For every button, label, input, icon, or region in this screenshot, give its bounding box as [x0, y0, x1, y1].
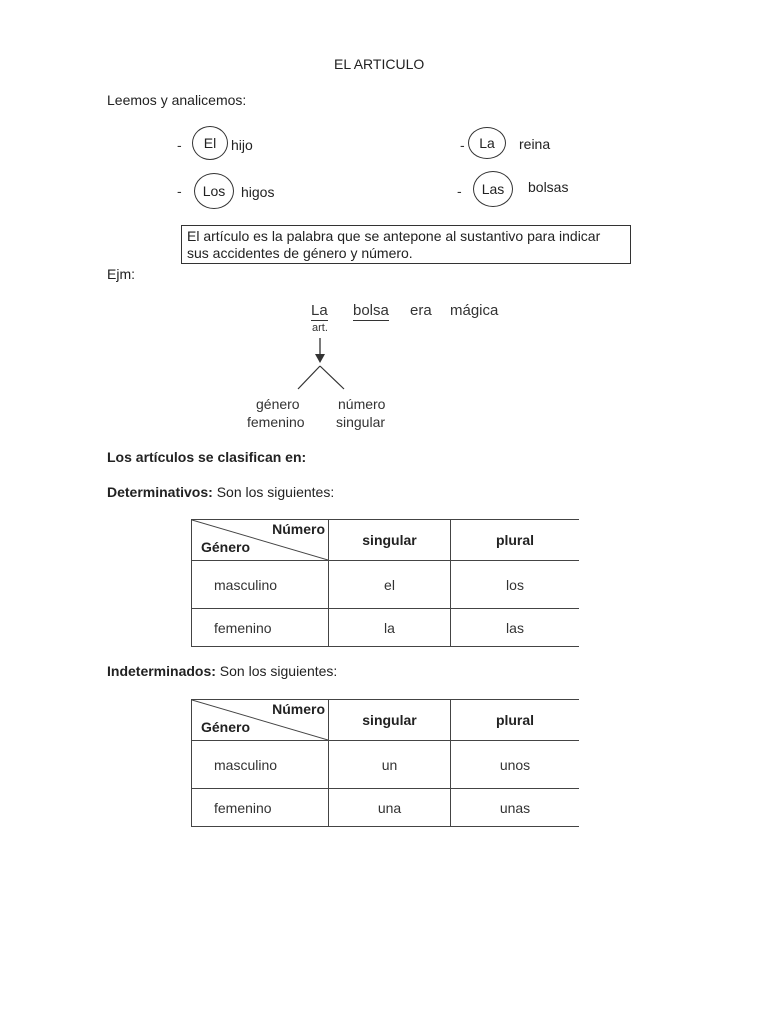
col-plural: plural [451, 520, 580, 561]
row-singular: una [329, 789, 451, 827]
dash: - [457, 183, 462, 199]
corner-numero: Número [272, 521, 325, 537]
example-label: Ejm: [107, 266, 135, 282]
col-plural: plural [451, 700, 580, 741]
row-singular: un [329, 741, 451, 789]
corner-genero: Género [201, 719, 251, 735]
art-label: art. [312, 322, 328, 334]
word-la: La [311, 302, 328, 319]
table-row [192, 789, 580, 827]
determinativos-heading [107, 484, 334, 500]
intro-text: Leemos y analicemos: [107, 92, 247, 108]
indeterminados-heading [107, 663, 337, 679]
row-plural: los [451, 561, 580, 609]
dash: - [177, 183, 182, 199]
article-circle-el: El [192, 126, 228, 160]
word-magica: mágica [450, 302, 499, 319]
number-line1: número [338, 396, 386, 412]
number-line2: singular [336, 414, 386, 430]
determinativos-label: Determinativos: [107, 484, 213, 500]
table-row [192, 561, 580, 609]
gender-line2: femenino [247, 414, 305, 430]
classify-heading: Los artículos se clasifican en: [107, 449, 307, 465]
table-row [192, 609, 580, 647]
sentence-diagram-lines [280, 334, 360, 394]
row-plural: las [451, 609, 580, 647]
gender-line1: género [256, 396, 300, 412]
corner-genero: Género [201, 539, 251, 555]
article-circle-los: Los [194, 173, 234, 209]
noun-hijo: hijo [231, 137, 253, 153]
article-circle-las: Las [473, 171, 513, 207]
row-plural: unos [451, 741, 580, 789]
table-header-row [192, 520, 580, 561]
noun-reina: reina [519, 136, 551, 152]
row-gender: femenino [192, 789, 329, 827]
corner-numero: Número [272, 701, 325, 717]
row-singular: el [329, 561, 451, 609]
noun-higos: higos [241, 184, 275, 200]
row-singular: la [329, 609, 451, 647]
determinativos-table [191, 519, 579, 647]
article-circle-la: La [468, 127, 506, 159]
definition-box: El artículo es la palabra que se antepone al sustantivo para indicar sus accidentes de género y número. [181, 225, 631, 264]
corner-cell [192, 700, 329, 741]
table-header-row [192, 700, 580, 741]
page-title: EL ARTICULO [334, 56, 425, 72]
word-era: era [410, 302, 432, 319]
row-gender: femenino [192, 609, 329, 647]
indeterminados-label: Indeterminados: [107, 663, 216, 679]
row-gender: masculino [192, 741, 329, 789]
row-gender: masculino [192, 561, 329, 609]
dash: - [460, 137, 465, 153]
indeterminados-table [191, 699, 579, 827]
noun-bolsas: bolsas [528, 179, 569, 195]
table-row [192, 741, 580, 789]
indeterminados-text: Son los siguientes: [215, 663, 338, 679]
col-singular: singular [329, 700, 451, 741]
row-plural: unas [451, 789, 580, 827]
corner-cell [192, 520, 329, 561]
determinativos-text: Son los siguientes: [212, 484, 335, 500]
dash: - [177, 137, 182, 153]
word-bolsa: bolsa [353, 302, 389, 319]
col-singular: singular [329, 520, 451, 561]
